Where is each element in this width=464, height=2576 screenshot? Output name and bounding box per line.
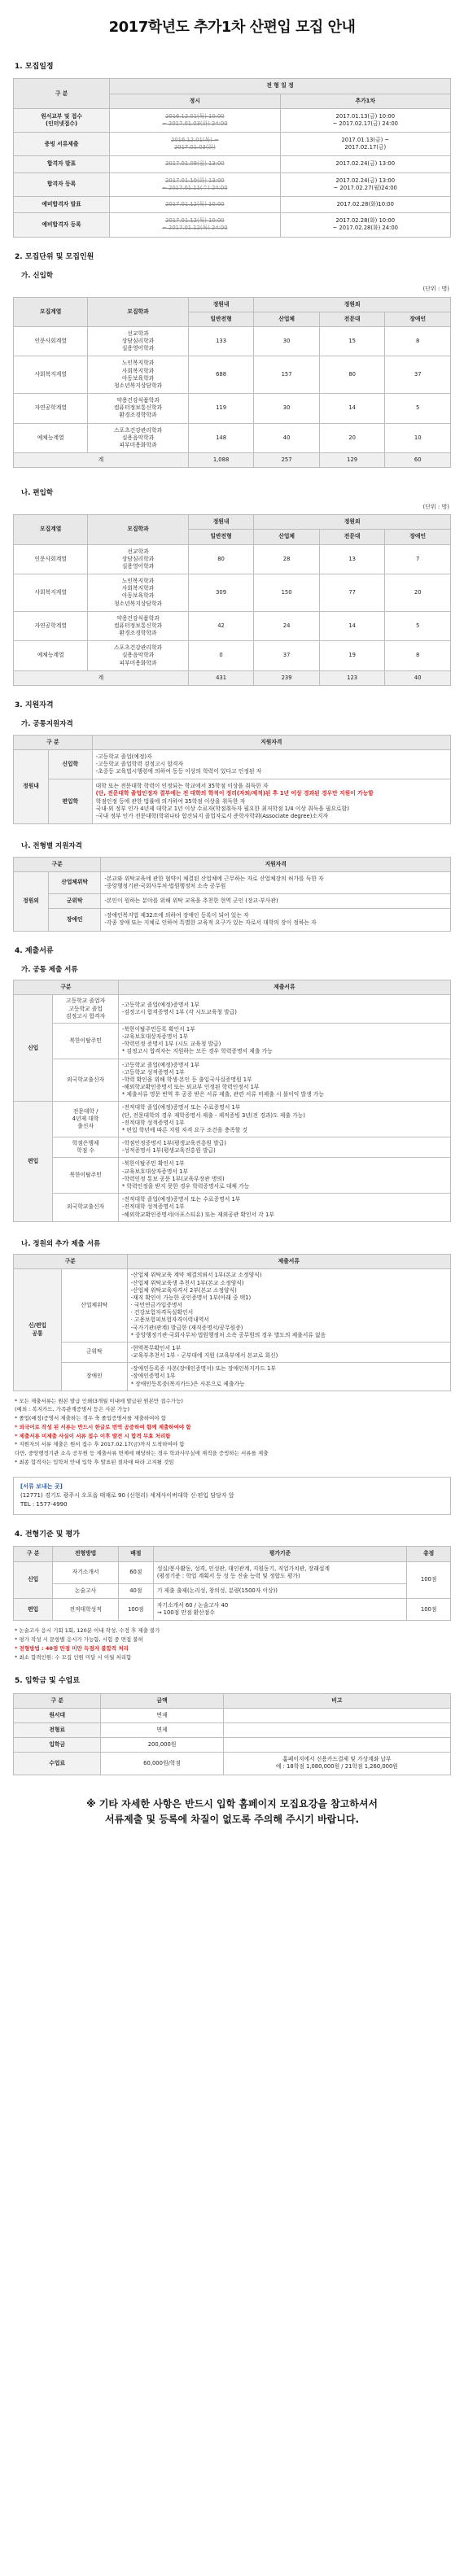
qual-head-qual: 지원자격 [92,735,450,749]
quota-dept: 약용건강식품학과 컴퓨터정보통신학과 환경조경학학과 [88,611,189,641]
eval-type: 자기소개서 [53,1561,119,1583]
subsection-title-common-qual: 가. 공통지원자격 [21,720,73,729]
quota-row [14,574,451,612]
docs-row [14,1023,451,1059]
fee-amount: 200,000원 [101,1738,223,1753]
docs-list: -학점인정증명서 1부(평생교육진흥원 발급) -성적증명서 1부(평생교육진흥원 발급) [118,1137,450,1158]
schedule-extra: 2017.01.13(금) ~ 2017.02.17(금) [280,133,450,156]
quota-unit: 인문사회계열 [14,544,88,574]
extra-docs-list: -현역복무확인서 1부 -교육부추천서 1부 - 군부대에 지원 (교육부에서 본교로 회신) [127,1342,450,1362]
qual-row [14,749,451,779]
quota-row [14,611,451,641]
quota-jeonmun: 20 [319,423,385,453]
docs-head-docs: 제출서류 [118,980,450,995]
schedule-head-gubun: 구 분 [14,79,110,108]
quota-head-jungwonnae: 정원내 [188,297,254,312]
type-qual-text: -장애인복지법 제32조에 의하여 장애인 등록이 되어 있는 자 -각종 장애 또는 지체로 인하여 특별한 교육적 요구가 있는 자로서 대학의 장이 정하는 자 [101,909,451,931]
quota-jeonmun: 80 [319,356,385,394]
docs-row [14,1059,451,1102]
schedule-regular: 2016.12.01(목) 10:00 ~ 2017.01.03(화) 24:00 [110,108,280,132]
qual-line: 대학 또는 전문대학 학력이 인정되는 학교에서 35학점 이상을 취득한 자 [95,783,269,790]
section-title-qualification: 3. 지원자격 [15,701,54,709]
note-line: * 졸업(예정)증명서 제출하는 경우 축 졸업증명서를 제출하여야 함 [15,1415,167,1422]
quota-unit: 인문사회계열 [14,326,88,356]
extra-docs-side: 신/편입 공통 [14,1269,62,1391]
docs-type: 외국학교출신자 [53,1059,119,1102]
qual-line: -고등학교 졸업(예정)자 [95,753,152,760]
eval-ratio: 60점 [118,1561,153,1583]
quota-sanup: 30 [254,326,320,356]
type-qual-table [13,857,451,932]
docs-type: 북한이탈주민 [53,1023,119,1059]
quota-regular: 119 [188,394,254,424]
qual-line: -고등학교 졸업학력 검정고시 합격자 [95,760,184,767]
quota-total-regular: 431 [188,670,254,685]
type-qual-label: 산업체위탁 [48,871,100,893]
eval-total: 100점 [407,1561,451,1599]
quota-unit: 예체능계열 [14,641,88,671]
quota-total-row [14,453,451,468]
extra-docs-row [14,1269,451,1343]
eval-criteria: 기 제출 출제(논리성, 창의성, 분량(1500자 이상)) [153,1583,406,1598]
quota-regular: 688 [188,356,254,394]
unit-label: (단위 : 명) [422,503,449,510]
schedule-extra: 2017.01.13(금) 10:00 ~ 2017.02.17(금) 24:00 [280,108,450,132]
eval-type: 논술고사 [53,1583,119,1598]
quota-head-dept: 모집학과 [88,297,189,326]
subsection-title-common-docs: 가. 공통 제출 서류 [21,965,78,974]
mailing-address: (12771) 경기도 광주시 오포읍 태재로 90 (신현리) 세계사이버대학 신·편입 담당자 앞 [20,1491,234,1499]
schedule-extra: 2017.02.28(화) 10:00 ~ 2017.02.28(화) 24:00 [280,213,450,237]
type-qual-head-qual: 지원자격 [101,857,451,871]
quota-total-row [14,670,451,685]
quota-regular: 133 [188,326,254,356]
quota-unit: 예체능계열 [14,423,88,453]
docs-list: -전적대학 졸업(예정)증명서 또는 수료증명서 1부 (단, 전문대학의 경우 재학증명서 제출 - 제적증빙 3년(전 경과)도 제출 가능) -전적대학 성적증명서 1부 * 편입 학년에 따른 지원 자격 요구 조건을 충족할 것 [118,1102,450,1137]
extra-docs-list: -산업체 위탁교육 계약 체결의뢰서 1부(본교 소정양식) -산업체 위탁교육생 추천서 1부(본교 소정양식) -산업체 위탁교육자격서 2부(본교 소정양식) -재직 확인이 가능한 공인증명서 1부(아래 중 택1) · 국민연금가입증명서 · 건강보험자격득실확인서 · 고용보험피보험자격이력내역서 -국가기관(관계) 발급한 (재직증명서/공무원증) * 중앙행정기관·국회사무처·법원행정처 소속 공무원의 경우 별도의 제출서류 없음 [127,1269,450,1343]
note-line: * 논술고사 응시 기회 1회, 120분 이내 작성, 수정 후 제출 불가 [15,1627,160,1635]
docs-list: -전적대학 졸업(예정)증명서 또는 수료증명서 1부 -전적대학 성적증명서 1부 -해외학교확인증명서(아포스티유) 또는 재외공관 확인서 각 1부 [118,1194,450,1222]
schedule-extra: 2017.02.24(금) 13:00 ~ 2017.02.27(월)24:00 [280,172,450,196]
schedule-row [14,196,451,212]
mailing-title: [서류 보내는 곳] [20,1482,63,1490]
fee-label: 전형료 [14,1722,101,1737]
quota-jangae: 5 [385,394,451,424]
quota-transfer-table [13,514,451,686]
final-notice-line1: ※ 기타 자세한 사항은 반드시 입학 홈페이지 모집요강을 참고하셔서 [85,1797,379,1810]
schedule-table [13,78,451,237]
extra-docs-row [14,1363,451,1391]
type-qual-row [14,871,451,893]
quota-jeonmun: 19 [319,641,385,671]
mailing-address-box [13,1477,451,1516]
quota-unit: 사회복지계열 [14,574,88,612]
type-qual-side: 정원외 [14,871,49,931]
quota-total-jangae: 40 [385,670,451,685]
quota-dept: 약용건강식품학과 컴퓨터정보통신학과 환경조경학학과 [88,394,189,424]
extra-docs-type: 장애인 [62,1363,128,1391]
evaluation-table [13,1546,451,1621]
quota-unit: 사회복지계열 [14,356,88,394]
quota-head-jeonmun: 전문대 [319,530,385,544]
quota-row [14,394,451,424]
docs-list: -북한이탈주민 확인서 1부 -교육보호대상자증명서 1부 -학력인정 통보 공문 1부(교육부장관 명의) * 학력인정을 받지 못한 경우 학력증명서로 대체 가능 [118,1158,450,1194]
quota-jangae: 5 [385,611,451,641]
schedule-label: 합격자 발표 [14,156,110,172]
extra-docs-table [13,1254,451,1391]
quota-dept: 선교학과 상담심리학과 실용영어학과 [88,326,189,356]
quota-sanup: 40 [254,423,320,453]
fee-note [223,1738,450,1753]
docs-group: 신입 [14,995,53,1102]
schedule-regular: 2017.01.10(화) 13:00 ~ 2017.01.11(수) 24:00 [110,172,280,196]
section-title-fees: 5. 입학금 및 수업료 [15,1677,80,1686]
schedule-regular: 2016.12.01(목) ~ 2017.01.03(화) [110,133,280,156]
schedule-label: 원서교부 및 접수 (인터넷접수) [14,108,110,132]
unit-label: (단위 : 명) [422,286,449,293]
quota-head-unit: 모집계열 [14,297,88,326]
quota-sanup: 157 [254,356,320,394]
page-title: 2017학년도 추가1차 산편입 모집 안내 [108,19,356,36]
note-line: * 지원자의 서류 제출은 원서 접수 후 2017.02.17(금)까지 도착하여야 함 [15,1441,185,1448]
fee-row [14,1738,451,1753]
eval-head-total: 총점 [407,1547,451,1561]
quota-jangae: 8 [385,326,451,356]
quota-dept: 스포츠건강관리학과 실용음악학과 피부미용화학과 [88,423,189,453]
note-line: * 최종 합격자는 입학처 안내 입학 후 발표된 절차에 따라 고지될 것임 [15,1458,174,1465]
quota-jangae: 10 [385,423,451,453]
qual-label: 편입학 [48,779,92,824]
subsection-title-transfer: 나. 편입학 [21,489,54,498]
final-notice-line2: 서류제출 및 등록에 차질이 없도록 주의해 주시기 바랍니다. [104,1813,359,1825]
fee-row [14,1753,451,1775]
schedule-row [14,156,451,172]
quota-head-jungwonoe: 정원외 [254,515,451,530]
quota-row [14,356,451,394]
quota-row [14,423,451,453]
eval-type: 전적대학성적 [53,1599,119,1621]
quota-regular: 148 [188,423,254,453]
docs-type: 전문대학 / 4년제 대학 출신자 [53,1102,119,1137]
schedule-head-schedule: 전 형 일 정 [110,79,451,94]
fee-row [14,1708,451,1722]
qual-line: (단, 전문대학 졸업인정자 결부에는 전 대학의 학적이 정리(자퇴/제적)된 후 1년 이상 경과된 경우만 지원이 가능함 [95,790,374,797]
docs-row [14,1194,451,1222]
quota-jangae: 8 [385,641,451,671]
schedule-regular: 2017.01.09(월) 13:00 [110,156,280,172]
schedule-row [14,108,451,132]
docs-list: -고등학교 졸업(예정)증명서 1부 -검정고시 합격증명서 1부 (각 시도교육청 발급) [118,995,450,1024]
quota-total-sanup: 257 [254,453,320,468]
docs-row [14,1137,451,1158]
quota-sanup: 28 [254,544,320,574]
quota-dept: 노인복지학과 사회복지학과 아동보육학과 청소년복지상담학과 [88,356,189,394]
quota-head-jungwonoe: 정원외 [254,297,451,312]
schedule-label: 예비합격자 등록 [14,213,110,237]
fee-amount: 면제 [101,1722,223,1737]
fees-table [13,1693,451,1775]
quota-fresh-table [13,297,451,469]
docs-row [14,1102,451,1137]
quota-total-jeonmun: 129 [319,453,385,468]
eval-row [14,1561,451,1583]
type-qual-label: 장애인 [48,909,100,931]
note-line: * 최소 합격인원: 수 모집 인원 미달 시 이월 처리함 [15,1653,132,1661]
quota-unit: 자연공학계열 [14,394,88,424]
qual-line: -국내 정부 인가 전문대학(학위나타 합산되지 졸업자로서 준학사학위(Associate degree)소지자 [95,812,329,819]
fee-head-note: 비고 [223,1693,450,1708]
type-qual-label: 군위탁 [48,894,100,909]
common-docs-table [13,980,451,1221]
extra-docs-head-docs: 제출서류 [127,1255,450,1269]
quota-total-jeonmun: 123 [319,670,385,685]
quota-total-sanup: 239 [254,670,320,685]
quota-dept: 노인복지학과 사회복지학과 아동보육학과 청소년복지상담학과 [88,574,189,612]
type-qual-head-gubun: 구분 [14,857,101,871]
eval-head-ratio: 배점 [118,1547,153,1561]
schedule-label: 증빙 서류제출 [14,133,110,156]
qual-text [92,779,450,824]
quota-head-regular: 일반전형 [188,312,254,326]
quota-sanup: 150 [254,574,320,612]
qual-head-gubun: 구 분 [14,735,93,749]
subsection-title-extra-docs: 나. 정원외 추가 제출 서류 [21,1239,101,1248]
fee-amount: 면제 [101,1708,223,1722]
eval-ratio: 100점 [118,1599,153,1621]
quota-head-jeonmun: 전문대 [319,312,385,326]
documents-notes [15,1398,449,1467]
docs-type: 북한이탈주민 [53,1158,119,1194]
eval-row [14,1583,451,1598]
quota-head-jangae: 장애인 [385,312,451,326]
section-title-schedule: 1. 모집일정 [15,63,54,72]
quota-jangae: 37 [385,356,451,394]
type-qual-text: -본교와 위탁교육에 관한 협약이 체결된 산업체에 근무하는 자로 산업체장의 허가를 득한 자 -중앙행정기관·국회사무처·법원행정처 소속 공무원 [101,871,451,893]
qual-line: -초중등 교육법시행령에 의하여 동등 이상의 학력이 있다고 인정된 자 [95,768,262,775]
note-line: * 외국어로 작성 된 서류는 반드시 한글로 번역 공증하여 함께 제출하여야 함 [15,1423,191,1430]
schedule-regular: 2017.01.12(목) 10:00 [110,196,280,212]
note-line: * 제출서류 미제출 사실이 서류 접수 이후 발견 시 합격 무효 처리함 [15,1432,171,1439]
quota-dept: 선교학과 상담심리학과 실용영어학과 [88,544,189,574]
quota-head-regular: 일반전형 [188,530,254,544]
quota-regular: 80 [188,544,254,574]
quota-row [14,641,451,671]
quota-head-jangae: 장애인 [385,530,451,544]
schedule-row [14,213,451,237]
subsection-title-type-qual: 나. 전형별 지원자격 [21,842,82,851]
schedule-row [14,133,451,156]
docs-list: -북한이탈주민등록 확인서 1부 -교육보호대상자증명서 1부 -학력인정 증명서 1부 (시도 교육청 발급) * 검정고시 합격자는 지원하는 모든 경우 학력증명서 제출 가능 [118,1023,450,1059]
evaluation-notes [15,1627,449,1661]
quota-jeonmun: 15 [319,326,385,356]
quota-unit: 자연공학계열 [14,611,88,641]
section-title-evaluation: 4. 전형기준 및 평가 [15,1530,80,1539]
schedule-extra: 2017.02.28(화)10:00 [280,196,450,212]
eval-ratio: 40점 [118,1583,153,1598]
eval-head-gubun: 구 분 [14,1547,53,1561]
extra-docs-type: 군위탁 [62,1342,128,1362]
docs-row [14,995,451,1024]
subsection-title-fresh: 가. 신입학 [21,271,54,280]
quota-regular: 0 [188,641,254,671]
qual-row [14,779,451,824]
schedule-head-extra: 추가1차 [280,94,450,108]
note-line: * 평가 작성 시 문항별 응시가 가능함, 시험 중 면접 불허 [15,1636,143,1644]
fee-head-amount: 금액 [101,1693,223,1708]
quota-sanup: 24 [254,611,320,641]
quota-head-unit: 모집계열 [14,515,88,544]
fee-note: 홈페이지에서 신용카드결제 및 가상계좌 납부 예 : 18학점 1,080,000원 / 21학점 1,260,000원 [223,1753,450,1775]
eval-head-criteria: 평가기준 [153,1547,406,1561]
docs-head-gubun: 구분 [14,980,119,995]
eval-criteria: 자기소개서 60 / 논술고사 40 → 100점 만점 환산점수 [153,1599,406,1621]
quota-total-regular: 1,088 [188,453,254,468]
schedule-label: 합격자 등록 [14,172,110,196]
schedule-head-regular: 정시 [110,94,280,108]
note-line: * 모든 제출서류는 원본 발급 인쇄(3개월 이내에 발급된 원본만 접수가능) [15,1397,183,1404]
quota-head-dept: 모집학과 [88,515,189,544]
docs-list: -고등학교 졸업(예정)증명서 1부 -고등학교 성적증명서 1부 -학력 확인을 위해 학생·본인 등 출입국사실증명원 1부 -해외학교확인증명서 또는 외교부 인정된 학력인정서 1부 * 제출서류 영문 번역 후 공증 받은 서류 제출, 관련 서류 미제출 시 불이익 발생 가능 [118,1059,450,1102]
extra-docs-row [14,1342,451,1362]
quota-head-sanup: 산업체 [254,530,320,544]
quota-row [14,544,451,574]
qual-side: 정원내 [14,749,49,823]
docs-type: 외국학교출신자 [53,1194,119,1222]
quota-total-jangae: 60 [385,453,451,468]
section-title-quota: 2. 모집단위 및 모집인원 [15,252,94,261]
qual-label: 신입학 [48,749,92,779]
eval-group: 편입 [14,1599,53,1621]
eval-criteria: 성실/봉사활동, 성격, 인성관, 대인관계, 지원동기, 직업가치관, 장래설계 (평정기준 : 학업 계획서 등 성 등 진술 능력 및 정합도 평가) [153,1561,406,1583]
fee-label: 입학금 [14,1738,101,1753]
quota-regular: 309 [188,574,254,612]
quota-jangae: 7 [385,544,451,574]
quota-head-sanup: 산업체 [254,312,320,326]
docs-group: 편입 [14,1102,53,1221]
fee-label: 수업료 [14,1753,101,1775]
docs-type: 학점은행제 학점 수 [53,1137,119,1158]
quota-total-label: 계 [14,670,189,685]
quota-jeonmun: 77 [319,574,385,612]
quota-jeonmun: 14 [319,611,385,641]
fee-note [223,1708,450,1722]
schedule-extra: 2017.02.24(금) 13:00 [280,156,450,172]
final-notice [13,1797,451,1827]
eval-row [14,1599,451,1621]
type-qual-text: -본인이 원하는 분야를 위해 위탁 교육을 추천한 현역 군인 (장교·부사관) [101,894,451,909]
quota-sanup: 30 [254,394,320,424]
type-qual-row [14,894,451,909]
section-title-documents: 4. 제출서류 [15,946,54,955]
fee-note [223,1722,450,1737]
eval-group: 신입 [14,1561,53,1599]
docs-row [14,1158,451,1194]
fee-head-gubun: 구 분 [14,1693,101,1708]
eval-total: 100점 [407,1599,451,1621]
qual-text [92,749,450,779]
quota-dept: 스포츠건강관리학과 실용음악학과 피부미용화학과 [88,641,189,671]
quota-jeonmun: 14 [319,394,385,424]
quota-row [14,326,451,356]
type-qual-row [14,909,451,931]
admission-guide [13,18,451,1827]
eval-head-type: 전형방법 [53,1547,119,1561]
common-qual-table [13,735,451,825]
note-line: * 전형방법 : 40점 만점 미만 득점자 불합격 처리 [15,1644,129,1652]
quota-head-jungwonnae: 정원내 [188,515,254,530]
note-line: 다만, 중앙행정기관 소속 공무원 등 제출서류 면제에 해당하는 경우 학과사무실에 재직을 증빙하는 서류를 제출 [15,1450,269,1457]
quota-jangae: 20 [385,574,451,612]
quota-sanup: 37 [254,641,320,671]
fee-amount: 60,000원/학점 [101,1753,223,1775]
docs-type: 고등학교 졸업자 고등학교 졸업 검정고시 합격자 [53,995,119,1024]
extra-docs-head-gubun: 구분 [14,1255,128,1269]
extra-docs-list: -장애인등록증 사본(장애인증명서) 또는 장애인복지카드 1부 -장애인증명서 1부 * 장애인등록증(복지카드)은 사본으로 제출가능 [127,1363,450,1391]
schedule-row [14,172,451,196]
mailing-tel: TEL : 1577-4990 [20,1501,68,1508]
schedule-label: 예비합격자 발표 [14,196,110,212]
fee-row [14,1722,451,1737]
schedule-regular: 2017.01.12(목) 10:00 ~ 2017.01.12(목) 24:00 [110,213,280,237]
qual-line: 학점인정 등에 관한 법률에 의거하여 35학점 이상을 취득한 자 [95,797,246,805]
note-line: (예외 : 복지카드, 가족관계증명서 등은 사본 가능) [15,1406,130,1413]
quota-regular: 42 [188,611,254,641]
qual-line: 국내·외 정부 인가 4년제 대학교 1년 이상 수료자(학점취득자 필요한 최저학점 1/4 이상 취득을 필요로함) [95,805,349,812]
quota-jeonmun: 13 [319,544,385,574]
quota-total-label: 계 [14,453,189,468]
extra-docs-type: 산업체위탁 [62,1269,128,1343]
fee-label: 원서대 [14,1708,101,1722]
